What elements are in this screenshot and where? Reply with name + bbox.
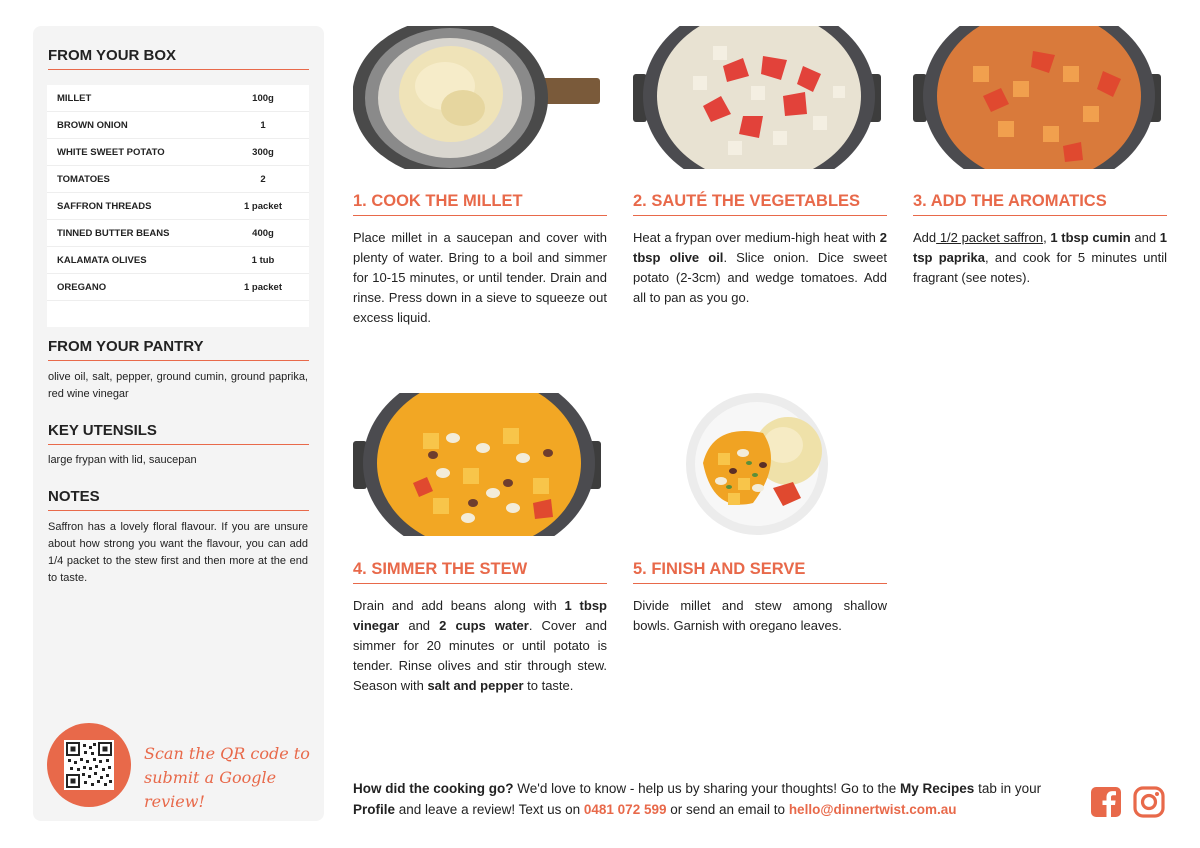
- feedback-footer: How did the cooking go? We'd love to know - help us by sharing your thoughts! Go to the My Recipes tab in your Profile and leave a review! Text us on 0481 072 599 or send an email to hello@dinnertwist.com.au: [353, 781, 1042, 817]
- key-utensils-heading: KEY UTENSILS: [48, 422, 309, 445]
- step-1-text: Place millet in a saucepan and cover with plenty of water. Bring to a boil and simmer for 10-15 minutes, or until tender. Drain and rinse. Press down in a sieve to squeeze out excess liquid.: [353, 230, 607, 325]
- phone-link[interactable]: 0481 072 599: [583, 802, 667, 817]
- table-row: [47, 193, 309, 220]
- ingredient-name: KALAMATA OLIVES: [47, 247, 217, 274]
- step-3-title: 3. ADD THE AROMATICS: [913, 192, 1167, 216]
- table-row: [47, 112, 309, 139]
- ingredient-name: SAFFRON THREADS: [47, 193, 217, 220]
- step-5-text: Divide millet and stew among shallow bowls. Garnish with oregano leaves.: [633, 598, 887, 633]
- qr-prompt-line1: Scan the QR code to: [144, 744, 310, 763]
- step-4-photo: [353, 393, 608, 536]
- ingredients-sidebar: [33, 26, 324, 821]
- ingredient-name: MILLET: [47, 85, 217, 112]
- ingredient-qty: 1: [217, 112, 309, 139]
- step-2-title: 2. SAUTÉ THE VEGETABLES: [633, 192, 887, 216]
- step-2-photo: [633, 26, 888, 169]
- step-4-text: Drain and add beans along with 1 tbsp vinegar and 2 cups water. Cover and simmer for 20 minutes or until potato is tender. Rinse olives and stir through stew. Season with salt and pepper to taste.: [353, 598, 607, 693]
- table-row-empty: [47, 301, 309, 328]
- ingredient-qty: 1 tub: [217, 247, 309, 274]
- ingredient-name: WHITE SWEET POTATO: [47, 139, 217, 166]
- step-5-photo: [633, 393, 888, 536]
- from-your-pantry-heading: FROM YOUR PANTRY: [48, 338, 309, 361]
- step-4-title: 4. SIMMER THE STEW: [353, 560, 607, 584]
- ingredient-qty: 1 packet: [217, 193, 309, 220]
- step-1-title: 1. COOK THE MILLET: [353, 192, 607, 216]
- step-2-text: Heat a frypan over medium-high heat with 2 tbsp olive oil. Slice onion. Dice sweet potato (2-3cm) and wedge tomatoes. Add all to pan as you go.: [633, 230, 887, 305]
- table-row: [47, 166, 309, 193]
- qr-code-badge[interactable]: [47, 723, 131, 807]
- step-3-text: Add 1/2 packet saffron, 1 tbsp cumin and 1 tsp paprika, and cook for 5 minutes until fragrant (see notes).: [913, 230, 1168, 285]
- ingredient-qty: 2: [217, 166, 309, 193]
- from-your-box-heading: FROM YOUR BOX: [48, 47, 309, 70]
- ingredient-name: TOMATOES: [47, 166, 217, 193]
- step-3-photo: [913, 26, 1168, 169]
- facebook-icon[interactable]: [1090, 786, 1122, 818]
- notes-heading: NOTES: [48, 488, 309, 511]
- qr-code-icon: [64, 740, 114, 790]
- ingredient-qty: 400g: [217, 220, 309, 247]
- ingredients-table: [47, 85, 309, 327]
- email-link[interactable]: hello@dinnertwist.com.au: [788, 802, 957, 817]
- ingredient-qty: 100g: [217, 85, 309, 112]
- qr-review-prompt: [144, 742, 319, 814]
- table-row: [47, 274, 309, 301]
- notes-text: Saffron has a lovely floral flavour. If you are unsure about how strong you want the flavour, you can add 1/4 packet to the stew first and then more at the end to taste.: [48, 521, 308, 584]
- ingredient-qty: 1 packet: [217, 274, 309, 301]
- ingredient-qty: 300g: [217, 139, 309, 166]
- table-row: [47, 247, 309, 274]
- ingredient-name: TINNED BUTTER BEANS: [47, 220, 217, 247]
- table-row: [47, 220, 309, 247]
- pantry-list: olive oil, salt, pepper, ground cumin, ground paprika, red wine vinegar: [48, 371, 308, 400]
- instagram-icon[interactable]: [1133, 786, 1165, 818]
- utensils-list: large frypan with lid, saucepan: [48, 454, 197, 466]
- table-row: [47, 85, 309, 112]
- step-1-photo: [353, 26, 608, 169]
- qr-prompt-line2: submit a Google review!: [144, 768, 277, 811]
- ingredient-name: BROWN ONION: [47, 112, 217, 139]
- ingredient-name: OREGANO: [47, 274, 217, 301]
- step-5-title: 5. FINISH AND SERVE: [633, 560, 887, 584]
- table-row: [47, 139, 309, 166]
